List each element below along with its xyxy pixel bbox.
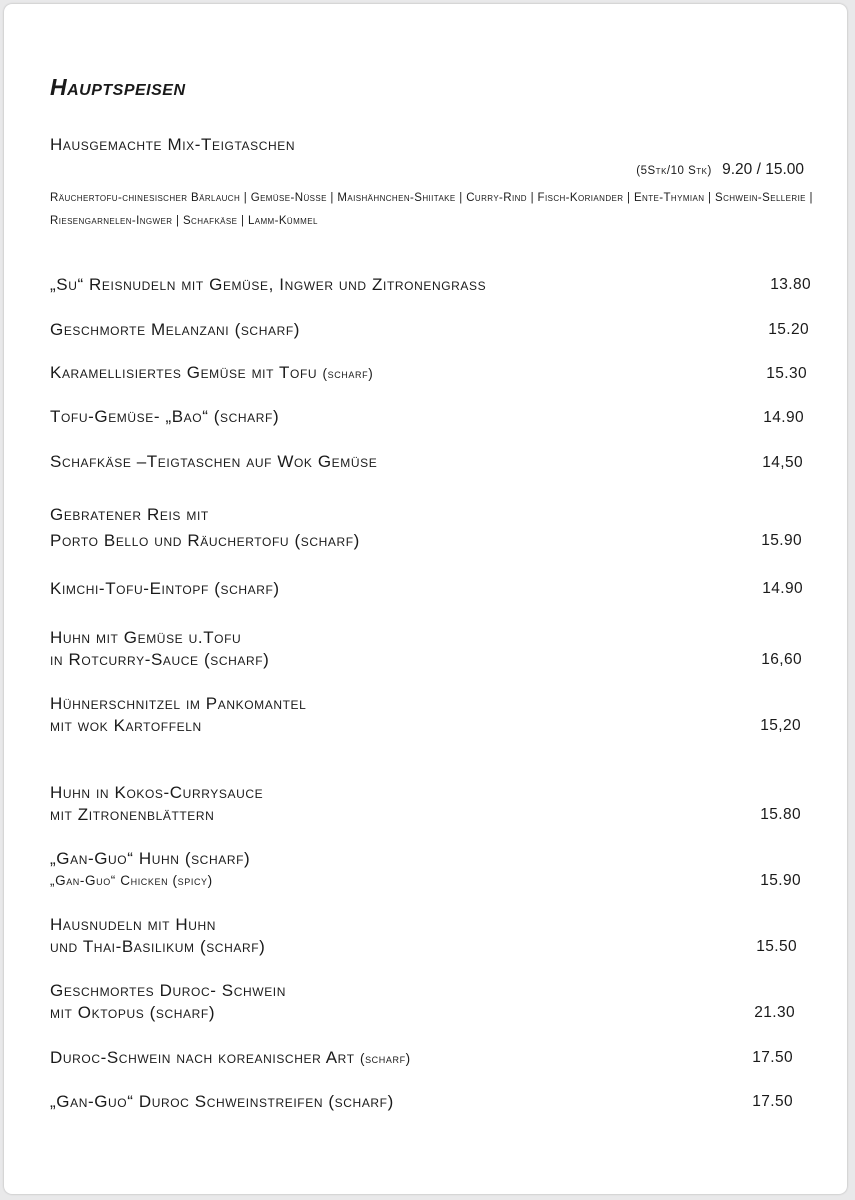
menu-item-name: Huhn in Kokos-Currysauce xyxy=(50,783,264,802)
menu-item-name-line2: mit Oktopus (scharf) xyxy=(50,1003,216,1022)
menu-item-name-line2: in Rotcurry-Sauce (scharf) xyxy=(50,650,270,669)
dumplings-price: 9.20 / 15.00 xyxy=(722,161,804,178)
menu-item-name: „Gan-Guo“ Huhn (scharf) xyxy=(50,849,251,868)
menu-item-name-line2: Porto Bello und Räuchertofu (scharf) xyxy=(50,531,360,550)
menu-item-price: 17.50 xyxy=(752,1049,793,1066)
menu-item-price: 14.90 xyxy=(763,409,804,426)
menu-item-name: Gebratener Reis mit xyxy=(50,505,209,524)
menu-item-price: 14,50 xyxy=(762,454,803,471)
menu-item-price: 15.20 xyxy=(768,321,809,338)
menu-item-name-text: Duroc-Schwein nach koreanischer Art xyxy=(50,1048,355,1067)
menu-item-price: 21.30 xyxy=(754,1004,795,1021)
dumplings-price-row xyxy=(636,161,804,179)
dumplings-fillings: Räuchertofu-chinesischer Bärlauch | Gemüse-Nüsse | Maishähnchen-Shiitake | Curry-Rind | Fisch-Koriander | Ente-Thymian | Schwein-Sellerie | Riesengarnelen-Ingwer | Schafkäse | Lamm-Kümmel xyxy=(50,192,813,227)
menu-item-name: Schafkäse –Teigtaschen auf Wok Gemüse xyxy=(50,452,378,471)
menu-item-name-line2: mit Zitronenblättern xyxy=(50,805,215,824)
menu-item-price: 15,20 xyxy=(760,717,801,734)
menu-item-note: (scharf) xyxy=(322,366,374,381)
menu-heading: Hauptspeisen xyxy=(50,74,186,100)
menu-item-price: 16,60 xyxy=(761,651,802,668)
menu-item-price: 15.50 xyxy=(756,938,797,955)
menu-item-name: Huhn mit Gemüse u.Tofu xyxy=(50,628,242,647)
menu-item-price: 17.50 xyxy=(752,1093,793,1110)
menu-item-price: 14.90 xyxy=(762,580,803,597)
menu-item-name xyxy=(50,1048,411,1068)
menu-item-note: (scharf) xyxy=(359,1051,411,1066)
menu-item-name: „Gan-Guo“ Duroc Schweinstreifen (scharf) xyxy=(50,1092,394,1111)
menu-item-price: 15.30 xyxy=(766,365,807,382)
menu-item-price: 13.80 xyxy=(770,276,811,293)
menu-item-name-line2: mit wok Kartoffeln xyxy=(50,716,202,735)
menu-item-name: Tofu-Gemüse- „Bao“ (scharf) xyxy=(50,407,280,426)
menu-item-name: Geschmortes Duroc- Schwein xyxy=(50,981,286,1000)
menu-item-subline: „Gan-Guo“ Chicken (spicy) xyxy=(50,873,213,888)
menu-item-price: 15.90 xyxy=(761,532,802,549)
menu-item-name-line2: und Thai-Basilikum (scharf) xyxy=(50,937,266,956)
menu-item-name: Kimchi-Tofu-Eintopf (scharf) xyxy=(50,579,280,598)
menu-item-name: „Su“ Reisnudeln mit Gemüse, Ingwer und Zitronengrass xyxy=(50,275,487,294)
menu-item-price: 15.80 xyxy=(760,806,801,823)
menu-item-name: Hühnerschnitzel im Pankomantel xyxy=(50,694,307,713)
dumplings-portion-label: (5Stk/10 Stk) xyxy=(636,165,712,177)
menu-item-name: Hausnudeln mit Huhn xyxy=(50,915,217,934)
menu-page xyxy=(4,4,847,1194)
menu-item-name-text: Karamellisiertes Gemüse mit Tofu xyxy=(50,363,318,382)
menu-item-name xyxy=(50,363,373,383)
menu-item-name: Geschmorte Melanzani (scharf) xyxy=(50,320,301,339)
dumplings-title: Hausgemachte Mix-Teigtaschen xyxy=(50,135,296,154)
menu-item-price: 15.90 xyxy=(760,872,801,889)
